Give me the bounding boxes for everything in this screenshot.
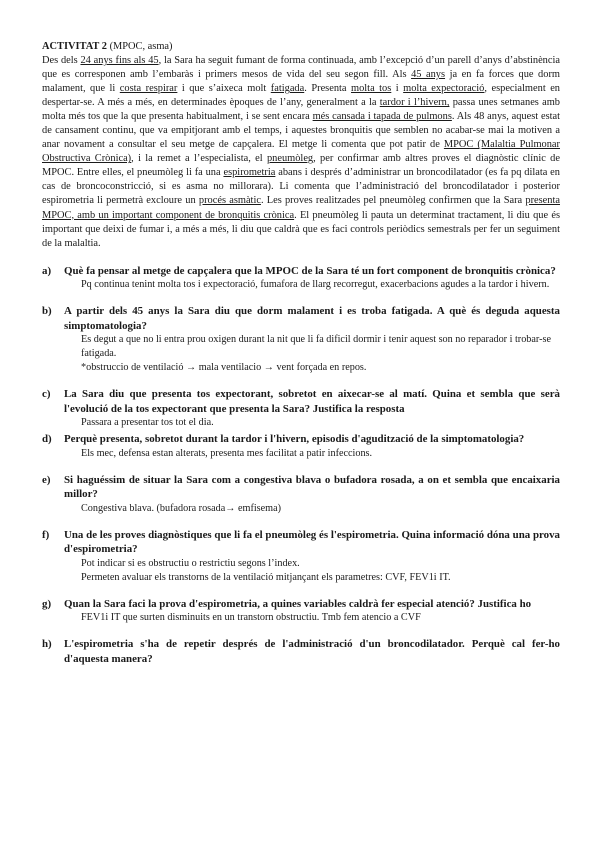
- underlined-phrase: procés asmàtic: [198, 195, 261, 207]
- intro-text: . El pneumòleg li pauta un determinat tractament, li diu que és important que deixi de fumar i, a més a més, li diu que caldrà que es faci controls periòdics semestrals per fer un seguiment de la malaltia.: [42, 209, 560, 249]
- answer-line: Es degut a que no li entra prou oxigen durant la nit que li fa dificil dormir i tenir aquest son no reparador i trobar-se fatigada.: [81, 334, 551, 360]
- title-paren-open: (: [106, 41, 114, 52]
- question-letter: g): [42, 597, 52, 610]
- intro-text: i que s’aixeca molt: [177, 83, 271, 95]
- question-g: [42, 597, 560, 626]
- question-letter: h): [42, 638, 52, 651]
- underlined-phrase: MPOC (Malaltia Pulmonar Obstructiva Crònica): [42, 139, 560, 165]
- answer-line: Permeten avaluar els transtorns de la ventilació mitjançant els parametres: CVF, FEV1i IT.: [81, 571, 451, 583]
- question-e: [42, 473, 560, 516]
- activity-heading: [42, 40, 560, 54]
- question-letter: a): [42, 264, 52, 277]
- intro-text: . Presenta: [304, 83, 352, 95]
- underlined-phrase: molta expectoració: [403, 83, 485, 95]
- answer-line: Pq continua tenint molta tos i expectoració, fumafora de llarg recorregut, exacerbacions agudes a la tardor i hivern.: [81, 279, 550, 291]
- underlined-phrase: molta tos: [351, 83, 392, 95]
- intro-text: , la Sara ha seguit fumant de forma continuada, amb l’excepció d’un parell d’anys d’abstinència que es corresponen amb l’embaràs i primers mesos de vida del seu segon fill. Als: [42, 55, 560, 81]
- question-letter: f): [42, 528, 50, 541]
- underlined-phrase: 45 anys: [411, 69, 446, 81]
- answer-line: Pot indicar si es obstructiu o restrictiu segons l’index.: [81, 557, 300, 569]
- question-text: Una de les proves diagnòstiques que li fa el pneumòleg és l'espirometria. Quina informació dóna una prova d'espirometria?: [64, 528, 560, 556]
- question-d: [42, 432, 560, 461]
- question-letter: d): [42, 433, 52, 446]
- question-letter: e): [42, 473, 51, 486]
- underlined-phrase: 24 anys fins als 45: [80, 55, 159, 66]
- question-f: [42, 528, 560, 585]
- question-text: Quan la Sara faci la prova d'espirometria, a quines variables caldrà fer especial atenció? Justifica ho: [64, 597, 532, 610]
- intro-text: , especialment en despertar-se. A més a més, en determinades èpoques de l’any, generalment a la: [42, 83, 560, 109]
- document-page: [42, 40, 560, 666]
- question-text: A partir dels 45 anys la Sara diu que dorm malament i es troba fatigada. A què és deguda aquesta simptomatologia?: [64, 305, 560, 332]
- question-text: Si haguéssim de situar la Sara com a congestiva blava o bufadora rosada, a on et sembla que encaixaria millor?: [64, 473, 560, 501]
- answer-line: Passara a presentar tos tot el dia.: [81, 417, 214, 429]
- question-h: [42, 637, 560, 666]
- answer-line: FEV1i IT que surten disminuits en un transtorn obstructiu. Tmb fem atencio a CVF: [81, 612, 421, 624]
- underlined-phrase: pneumòleg: [266, 153, 314, 165]
- answer-line: *obstruccio de ventilació → mala ventilacio → vent forçada en repos.: [81, 362, 367, 374]
- activity-subtitle: MPOC, asma: [113, 41, 170, 52]
- intro-text: . Les proves realitzades pel pneumòleg confirmen que la Sara: [260, 195, 526, 207]
- question-text: L'espirometria s'ha de repetir després de l'administració d'un broncodilatador. Perquè cal fer-ho d'aquesta manera?: [64, 638, 560, 665]
- underlined-phrase: fatigada: [270, 83, 305, 95]
- question-letter: b): [42, 305, 52, 318]
- underlined-phrase: tardor i l’hivern,: [379, 97, 450, 109]
- intro-text: i: [391, 83, 404, 95]
- question-text: Perquè presenta, sobretot durant la tardor i l'hivern, episodis d'agudització de la simptomatologia?: [64, 433, 525, 446]
- title-paren-close: ): [169, 41, 173, 52]
- question-letter: c): [42, 388, 51, 401]
- case-description: [42, 54, 560, 251]
- activity-title: ACTIVITAT 2: [42, 41, 107, 52]
- underlined-phrase: presenta MPOC, amb un important component de bronquitis crònica: [42, 195, 560, 221]
- intro-text: . Als 48 anys, aquest estat de cansament continu, que va empitjorant amb el temps, i aquestes bronquitis que semblen no acabar-se mai la motiven a anar novament a consultar el seu metge de capçalera. El metge li comenta que pot patir de: [42, 111, 561, 151]
- answer-line: Congestiva blava. (bufadora rosada→ emfisema): [81, 502, 281, 514]
- question-c: [42, 387, 560, 430]
- underlined-phrase: espirometria: [223, 167, 276, 179]
- underlined-phrase: costa respirar: [119, 83, 178, 95]
- intro-text: passa unes setmanes amb molta més tos que la que presenta habitualment, i se sent encara: [42, 97, 560, 123]
- question-text: Què fa pensar al metge de capçalera que la MPOC de la Sara té un fort component de bronquitis crònica?: [64, 264, 556, 277]
- intro-text: , i la remet a l’especialista, el: [131, 153, 267, 165]
- question-b: [42, 304, 560, 375]
- intro-text: ja en fa forces que dorm malament, que li: [42, 69, 560, 95]
- answer-line: Els mec, defensa estan alterats, presenta mes facilitat a patir infeccions.: [81, 447, 373, 459]
- intro-text: , per confirmar amb altres proves el diagnòstic clínic de MPOC. Entre elles, el pneumòleg li fa una: [42, 153, 560, 179]
- underlined-phrase: més cansada i tapada de pulmons: [312, 111, 452, 123]
- intro-text: abans i després d’administrar un broncodilatador (es fa pq dilata en cas de broncoconstricció, si es asma no millorara). Li comenta que l’administració del broncodilatador i posterior espirometria li permetrà excloure un: [42, 167, 560, 207]
- question-a: [42, 264, 560, 293]
- question-text: La Sara diu que presenta tos expectorant, sobretot en aixecar-se al matí. Quina et sembla que serà l'evolució de la tos expectorant que presenta la Sara? Justifica la resposta: [64, 388, 560, 415]
- intro-text: Des dels: [42, 55, 81, 66]
